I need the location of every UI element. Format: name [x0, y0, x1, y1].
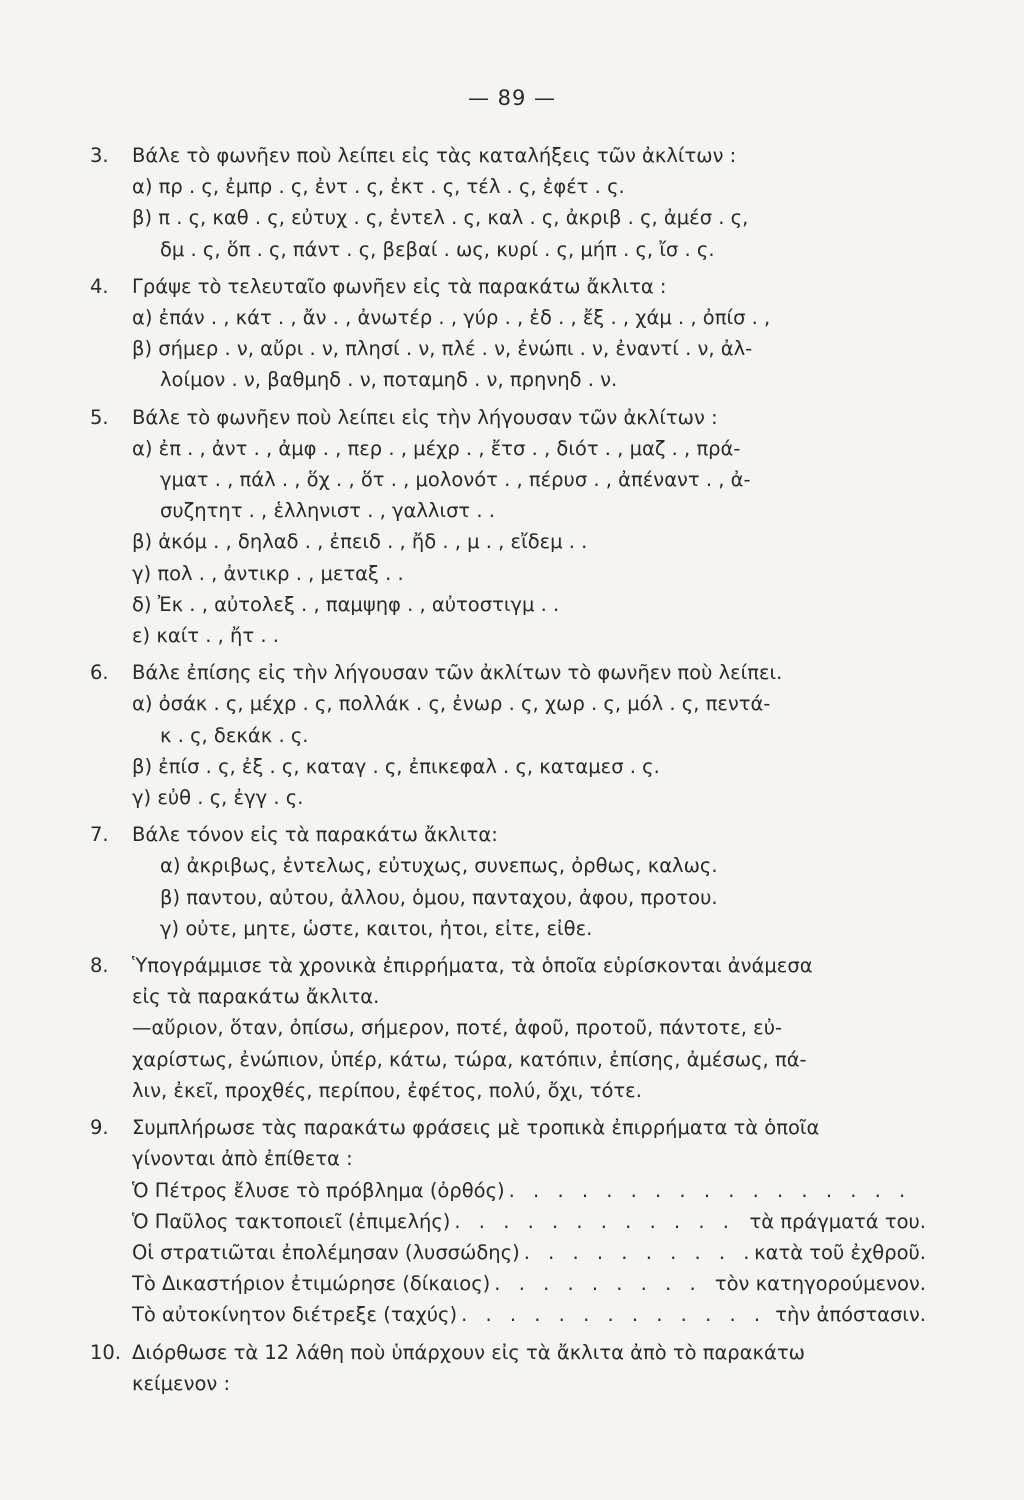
- sentence-start: Οἱ στρατιῶται ἐπολέμησαν (λυσσώδης): [132, 1240, 520, 1264]
- exercise-title-continued: εἰς τὰ παρακάτω ἄκλιτα.: [132, 985, 380, 1009]
- fill-in-sentence: [132, 1299, 926, 1330]
- exercise-title: Βάλε τὸ φωνῆεν ποὺ λείπει εἰς τὴν λήγουσαν τῶν ἀκλίτων :: [132, 405, 718, 429]
- fill-in-sentence: [132, 1237, 926, 1268]
- sentence-end: τὸν κατηγορούμενον.: [714, 1272, 926, 1296]
- exercise-5: [90, 402, 926, 652]
- sentence-end: τὴν ἀπόστασιν.: [775, 1303, 926, 1327]
- exercise-title: Συμπλήρωσε τὰς παρακάτω φράσεις μὲ τροπικὰ ἐπιρρήματα τὰ ὁποῖα: [132, 1116, 820, 1140]
- exercise-line: ε) καίτ . , ἤτ . .: [132, 624, 279, 648]
- exercise-9: [90, 1112, 926, 1330]
- exercise-line: α) πρ . ς, ἐμπρ . ς, ἐντ . ς, ἐκτ . ς, τέλ . ς, ἐφέτ . ς.: [132, 175, 625, 199]
- exercise-title: Γράψε τὸ τελευταῖο φωνῆεν εἰς τὰ παρακάτω ἄκλιτα :: [132, 274, 667, 298]
- fill-in-sentence: [132, 1206, 926, 1237]
- exercise-line: α) ἐπάν . , κάτ . , ἄν . , ἀνωτέρ . , γύρ . , ἐδ . , ἔξ . , χάμ . , ὀπίσ . ,: [132, 306, 771, 330]
- sentence-start: Ὁ Παῦλος τακτοποιεῖ (ἐπιμελής): [132, 1209, 451, 1233]
- blank-leader: [461, 1299, 771, 1330]
- page-number: — 89 —: [467, 86, 557, 110]
- exercise-title-continued: κείμενον :: [132, 1371, 231, 1395]
- exercise-line: β) π . ς, καθ . ς, εὐτυχ . ς, ἐντελ . ς, καλ . ς, ἀκριβ . ς, ἀμέσ . ς,: [132, 206, 749, 230]
- exercise-number: 9.: [90, 1116, 109, 1140]
- exercise-line: α) ὀσάκ . ς, μέχρ . ς, πολλάκ . ς, ἐνωρ . ς, χωρ . ς, μόλ . ς, πεντά-: [132, 692, 771, 716]
- exercise-line: γ) οὐτε, μητε, ὡστε, καιτοι, ἠτοι, εἰτε, εἰθε.: [160, 916, 593, 940]
- blank-leader: [509, 1175, 922, 1206]
- exercise-number: 7.: [90, 823, 109, 847]
- exercise-number: 4.: [90, 274, 109, 298]
- exercise-line: γματ . , πάλ . , ὅχ . , ὅτ . , μολονότ . , πέρυσ . , ἀπέναντ . , ἀ-: [160, 468, 751, 492]
- exercise-line: β) ἀκόμ . , δηλαδ . , ἐπειδ . , ἤδ . , μ . , εἴδεμ . .: [132, 530, 588, 554]
- exercise-title-continued: γίνονται ἀπὸ ἐπίθετα :: [132, 1147, 353, 1171]
- exercise-number: 8.: [90, 954, 109, 978]
- sentence-end: τὰ πράγματά του.: [749, 1209, 926, 1233]
- exercise-line: λιν, ἐκεῖ, προχθές, περίπου, ἐφέτος, πολύ, ὄχι, τότε.: [132, 1078, 642, 1102]
- exercise-title: Διόρθωσε τὰ 12 λάθη ποὺ ὑπάρχουν εἰς τὰ ἄκλιτα ἀπὸ τὸ παρακάτω: [132, 1340, 805, 1364]
- exercise-6: [90, 657, 926, 813]
- exercise-number: 5.: [90, 405, 109, 429]
- exercise-title: Βάλε τὸ φωνῆεν ποὺ λείπει εἰς τὰς καταλήξεις τῶν ἀκλίτων :: [132, 144, 737, 167]
- exercise-title: Βάλε ἐπίσης εἰς τὴν λήγουσαν τῶν ἀκλίτων τὸ φωνῆεν ποὺ λείπει.: [132, 661, 783, 685]
- exercise-line: δ) Ἐκ . , αὐτολεξ . , παμψηφ . , αὐτοστιγμ . .: [132, 592, 560, 616]
- exercise-10: [90, 1337, 926, 1399]
- exercise-line: λοίμον . ν, βαθμηδ . ν, ποταμηδ . ν, πρηνηδ . ν.: [160, 368, 618, 392]
- sentence-start: Ὁ Πέτρος ἔλυσε τὸ πρόβλημα (ὀρθός): [132, 1178, 505, 1202]
- exercise-title: Βάλε τόνον εἰς τὰ παρακάτω ἄκλιτα:: [132, 823, 498, 847]
- blank-leader: [454, 1206, 745, 1237]
- sentence-start: Τὸ Δικαστήριον ἐτιμώρησε (δίκαιος): [132, 1272, 491, 1296]
- exercise-list: [90, 140, 926, 1399]
- exercise-number: 10.: [90, 1340, 122, 1364]
- exercise-line: —αὔριον, ὅταν, ὀπίσω, σήμερον, ποτέ, ἀφοῦ, προτοῦ, πάντοτε, εὐ-: [132, 1016, 783, 1040]
- sentence-end: κατὰ τοῦ ἐχθροῦ.: [754, 1240, 926, 1264]
- exercise-line: συζητητ . , ἑλληνιστ . , γαλλιστ . .: [160, 499, 495, 523]
- exercise-line: α) ἐπ . , ἀντ . , ἀμφ . , περ . , μέχρ . , ἔτσ . , διότ . , μαζ . , πρά-: [132, 436, 741, 460]
- exercise-line: δμ . ς, ὅπ . ς, πάντ . ς, βεβαί . ως, κυρί . ς, μήπ . ς, ἴσ . ς.: [160, 237, 715, 261]
- exercise-line: β) ἐπίσ . ς, ἐξ . ς, καταγ . ς, ἐπικεφαλ . ς, καταμεσ . ς.: [132, 754, 660, 778]
- exercise-line: κ . ς, δεκάκ . ς.: [160, 723, 309, 747]
- exercise-line: α) ἀκριβως, ἐντελως, εὐτυχως, συνεπως, ὀρθως, καλως.: [160, 854, 718, 878]
- exercise-line: χαρίστως, ἐνώπιον, ὑπέρ, κάτω, τώρα, κατόπιν, ἐπίσης, ἀμέσως, πά-: [132, 1047, 807, 1071]
- exercise-line: β) σήμερ . ν, αὔρι . ν, πλησί . ν, πλέ . ν, ἐνώπι . ν, ἐναντί . ν, ἀλ-: [132, 337, 753, 361]
- exercise-8: [90, 950, 926, 1106]
- blank-leader: [524, 1237, 750, 1268]
- exercise-7: [90, 819, 926, 944]
- exercise-number: 6.: [90, 661, 109, 685]
- exercise-number: 3.: [90, 144, 109, 167]
- fill-in-sentence: [132, 1268, 926, 1299]
- fill-in-sentence: [132, 1175, 926, 1206]
- blank-leader: [494, 1268, 711, 1299]
- exercise-4: [90, 271, 926, 396]
- sentence-start: Τὸ αὐτοκίνητον διέτρεξε (ταχύς): [132, 1303, 458, 1327]
- exercise-line: β) παντου, αὐτου, ἀλλου, ὁμου, πανταχου, ἀφου, προτου.: [160, 885, 718, 909]
- exercise-line: γ) πολ . , ἀντικρ . , μεταξ . .: [132, 561, 404, 585]
- exercise-3: [90, 140, 926, 265]
- exercise-title: Ὑπογράμμισε τὰ χρονικὰ ἐπιρρήματα, τὰ ὁποῖα εὑρίσκονται ἀνάμεσα: [132, 954, 813, 978]
- exercise-line: γ) εὐθ . ς, ἐγγ . ς.: [132, 786, 304, 810]
